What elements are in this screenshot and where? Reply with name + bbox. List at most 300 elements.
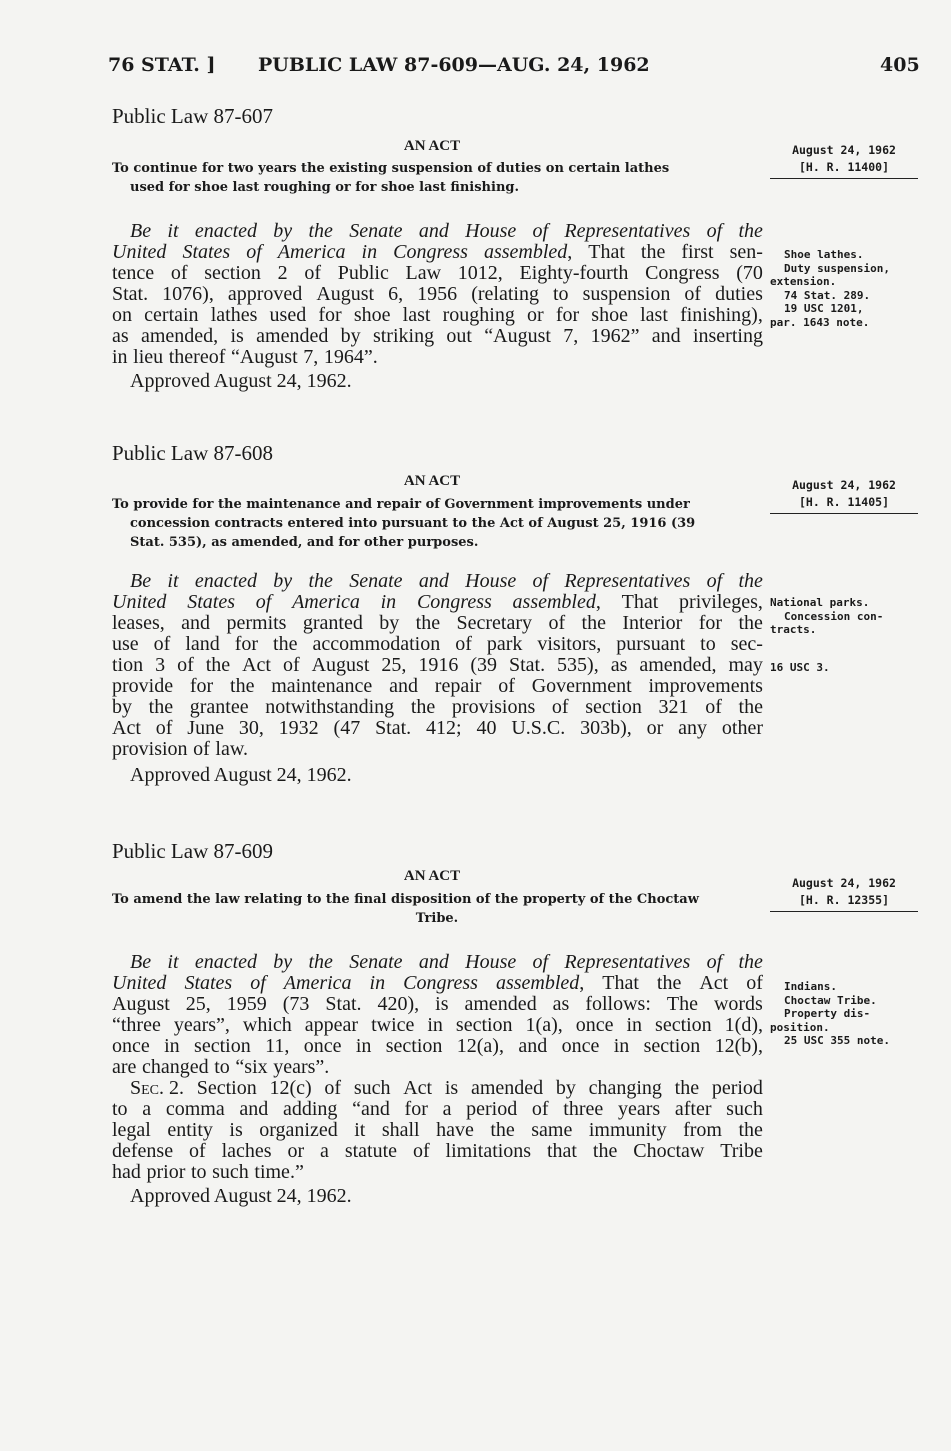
page-number: 405 xyxy=(880,54,920,76)
word: “August xyxy=(484,325,551,347)
word: limitations xyxy=(445,1140,532,1162)
body-line xyxy=(112,1057,763,1078)
word: the xyxy=(273,633,298,655)
word: of xyxy=(304,262,321,284)
word: approved xyxy=(227,283,303,305)
word: the xyxy=(674,1077,700,1099)
word: of xyxy=(246,241,262,263)
word: such xyxy=(353,1077,391,1099)
word: for xyxy=(189,675,214,697)
body-line xyxy=(112,1099,763,1120)
header-volume: 76 STAT. ] xyxy=(108,54,216,76)
word: 1956 xyxy=(417,283,458,305)
word: after xyxy=(674,1098,712,1120)
word: provisions xyxy=(451,696,536,718)
word: park xyxy=(486,633,523,655)
word: section xyxy=(455,1014,513,1036)
word: amended xyxy=(256,325,329,347)
word: duties xyxy=(715,283,763,305)
word: a xyxy=(142,1098,152,1120)
body-line xyxy=(112,347,763,368)
word: amended xyxy=(464,993,537,1015)
act-title xyxy=(112,495,762,552)
body-line xyxy=(112,263,763,284)
word: and xyxy=(518,1035,548,1057)
word: in xyxy=(355,1035,372,1057)
word: the xyxy=(738,1119,763,1141)
word: tion xyxy=(112,654,144,676)
margin-note: Shoe lathes. xyxy=(784,248,864,261)
word: and xyxy=(418,570,449,592)
word: of xyxy=(193,738,210,760)
word: of xyxy=(548,612,566,634)
law-name: Public Law 87-607 xyxy=(112,104,273,128)
word: “August xyxy=(230,346,298,368)
word: of xyxy=(177,654,194,676)
body-line xyxy=(112,1141,763,1162)
margin-notes xyxy=(770,980,918,1048)
word: section xyxy=(385,1035,443,1057)
word: assembled, xyxy=(483,241,573,263)
word: in xyxy=(361,241,378,263)
body-line xyxy=(112,221,763,242)
title-line: Stat. 535), as amended, and for other purposes. xyxy=(130,535,479,550)
word: the xyxy=(205,654,231,676)
margin-note: position. xyxy=(770,1020,830,1034)
margin-notes xyxy=(770,248,918,329)
word: or xyxy=(287,1140,305,1162)
word: House xyxy=(465,220,517,242)
word: striking xyxy=(372,325,435,347)
word: 11, xyxy=(265,1035,290,1057)
word: Act xyxy=(242,654,271,676)
word: the xyxy=(308,570,333,592)
word: it xyxy=(167,220,179,242)
word: sen- xyxy=(729,241,763,263)
word: of xyxy=(282,654,300,676)
word: a xyxy=(442,1098,452,1120)
margin-note: 74 Stat. 289. xyxy=(784,288,871,302)
word: 1012, xyxy=(457,262,503,284)
word: Stat. xyxy=(112,283,149,305)
word: the xyxy=(581,612,606,634)
body-line xyxy=(112,1162,763,1183)
act-title xyxy=(112,890,762,928)
word: visitors, xyxy=(537,633,602,655)
word: changing xyxy=(588,1077,662,1099)
word: to xyxy=(112,1098,128,1120)
word: defense xyxy=(112,1140,174,1162)
word: (relating xyxy=(471,283,539,305)
margin-note: Indians. xyxy=(784,980,837,993)
word: for xyxy=(318,304,342,326)
word: Stat. xyxy=(508,654,546,676)
margin-note: 19 USC 1201, xyxy=(784,302,864,315)
word: tence xyxy=(112,262,155,284)
word: shoe xyxy=(591,304,628,326)
word: from xyxy=(683,1119,722,1141)
word: That xyxy=(602,972,639,994)
word: period xyxy=(711,1077,763,1099)
word: by xyxy=(273,951,293,973)
word: enacted xyxy=(194,570,257,592)
word: last xyxy=(402,304,431,326)
body-line xyxy=(112,1078,763,1099)
word: of xyxy=(551,696,569,718)
word: and xyxy=(239,1098,269,1120)
body-line xyxy=(112,242,763,263)
margin-date-bill xyxy=(770,477,918,514)
word: certain xyxy=(144,304,199,326)
word: 12(c) xyxy=(269,1077,312,1099)
word: amended xyxy=(470,1077,544,1099)
word: of xyxy=(531,1098,549,1120)
title-line: used for shoe last roughing or for shoe last finishing. xyxy=(130,180,520,195)
word: in xyxy=(626,1014,643,1036)
word: of xyxy=(412,1140,430,1162)
word: “three xyxy=(112,1014,161,1036)
word: improvements xyxy=(648,675,763,697)
word: 25, xyxy=(381,654,407,676)
word: of xyxy=(153,633,171,655)
word: of xyxy=(706,951,723,973)
word: August xyxy=(311,654,370,676)
body-line xyxy=(112,1120,763,1141)
word: years xyxy=(617,1098,661,1120)
law-name: Public Law 87-608 xyxy=(112,441,273,465)
word: 30, xyxy=(238,717,264,739)
word: any xyxy=(678,717,708,739)
margin-note: Duty suspension, xyxy=(784,261,890,275)
word: of xyxy=(455,633,472,655)
margin-note: Choctaw Tribe. xyxy=(784,993,877,1007)
word: amended, xyxy=(639,654,717,676)
word: Stat. xyxy=(325,993,362,1015)
word: section xyxy=(585,696,642,718)
word: Representatives xyxy=(564,570,691,592)
word: That xyxy=(621,591,659,613)
word: prior xyxy=(146,1161,186,1183)
word: provision xyxy=(112,738,188,760)
body-line xyxy=(112,676,763,697)
word: of xyxy=(155,717,173,739)
body-line xyxy=(112,697,763,718)
title-line: To provide for the maintenance and repair of Government improvements under xyxy=(112,497,690,512)
word: that xyxy=(547,1140,577,1162)
body-line xyxy=(112,994,763,1015)
margin-date: August 24, 1962 xyxy=(792,478,896,492)
word: sec- xyxy=(730,633,763,655)
word: legal xyxy=(112,1119,151,1141)
word: the xyxy=(656,972,682,994)
margin-note: tracts. xyxy=(770,623,817,636)
word: maintenance xyxy=(271,675,373,697)
word: for xyxy=(698,612,723,634)
word: the xyxy=(738,612,763,634)
word: House xyxy=(465,951,517,973)
act-body xyxy=(112,571,763,760)
word: three xyxy=(563,1098,604,1120)
word: 2 xyxy=(277,262,288,284)
word: to xyxy=(214,1056,230,1078)
word: Be xyxy=(130,951,152,973)
word: notwithstanding xyxy=(265,696,395,718)
word: Congress xyxy=(416,591,492,613)
word: States xyxy=(184,972,233,994)
word: Section xyxy=(196,1077,257,1099)
body-line xyxy=(112,1015,763,1036)
word: 7, xyxy=(303,346,319,368)
word: by xyxy=(273,570,293,592)
act-body xyxy=(112,952,763,1183)
word: or xyxy=(646,717,664,739)
word: House xyxy=(465,570,517,592)
word: of xyxy=(188,1140,206,1162)
word: roughing xyxy=(442,304,515,326)
word: other xyxy=(721,717,763,739)
margin-note xyxy=(770,637,918,649)
word: United xyxy=(112,972,167,994)
word: amended, xyxy=(140,325,219,347)
word: 1(d), xyxy=(724,1014,763,1036)
word: (47 xyxy=(333,717,361,739)
word: Public xyxy=(337,262,389,284)
margin-notes xyxy=(770,596,918,674)
word: is xyxy=(435,993,449,1015)
word: as xyxy=(610,654,628,676)
word: United xyxy=(112,591,167,613)
word: comma xyxy=(165,1098,225,1120)
body-line xyxy=(112,1036,763,1057)
word: Congress xyxy=(403,972,478,994)
word: it xyxy=(167,570,179,592)
word: the xyxy=(410,696,436,718)
italic-word: assembled xyxy=(495,972,580,994)
word: of xyxy=(532,570,549,592)
word: assembled, xyxy=(512,591,601,613)
word: by xyxy=(379,612,400,634)
body-line xyxy=(112,613,763,634)
word: the xyxy=(148,696,174,718)
word: by xyxy=(112,696,132,718)
word: changed xyxy=(142,1056,209,1078)
word: finishing), xyxy=(680,304,763,326)
word: Act xyxy=(403,1077,433,1099)
margin-date-bill xyxy=(770,142,918,179)
word: the xyxy=(640,241,666,263)
word: (39 xyxy=(470,654,497,676)
word: to xyxy=(552,283,569,305)
word: first xyxy=(681,241,714,263)
word: land xyxy=(185,633,220,655)
word: 1932 xyxy=(278,717,319,739)
word: Tribe xyxy=(720,1140,763,1162)
word: for xyxy=(555,304,580,326)
word: as xyxy=(112,325,129,347)
word: (73 xyxy=(282,993,310,1015)
word: and xyxy=(418,951,449,973)
word: Act xyxy=(699,972,729,994)
word: adding xyxy=(282,1098,338,1120)
word: of xyxy=(532,220,549,242)
word: The xyxy=(666,993,698,1015)
word: June xyxy=(187,717,224,739)
word: grantee xyxy=(189,696,249,718)
word: Congress xyxy=(645,262,720,284)
word: it xyxy=(354,1119,366,1141)
word: section xyxy=(655,1014,712,1036)
margin-bill-number: [H. R. 11405] xyxy=(798,495,889,509)
word: have xyxy=(436,1119,474,1141)
word: 6, xyxy=(388,283,404,305)
word: for xyxy=(404,1098,428,1120)
body-line xyxy=(112,326,763,347)
approved-line: Approved August 24, 1962. xyxy=(130,370,352,392)
word: shall xyxy=(381,1119,420,1141)
margin-bill-number: [H. R. 11400] xyxy=(798,160,889,174)
word: shoe xyxy=(353,304,391,326)
word: words xyxy=(713,993,763,1015)
word: permits xyxy=(226,612,287,634)
margin-note: Concession con- xyxy=(784,609,884,623)
body-line xyxy=(112,739,763,760)
word: States xyxy=(182,241,231,263)
word: That xyxy=(588,241,625,263)
word: provide xyxy=(112,675,174,697)
word: the xyxy=(738,951,763,973)
word: entity xyxy=(167,1119,213,1141)
word: 40 xyxy=(476,717,497,739)
word: 1076), xyxy=(162,283,214,305)
word: and xyxy=(418,220,449,242)
word: of xyxy=(684,283,702,305)
word: Interior xyxy=(622,612,683,634)
word: by xyxy=(340,325,361,347)
an-act-heading: AN ACT xyxy=(403,473,461,489)
word: which xyxy=(242,1014,292,1036)
word: 12(a), xyxy=(456,1035,504,1057)
word: used xyxy=(269,304,307,326)
word: America xyxy=(292,591,360,613)
word: the xyxy=(490,1119,515,1141)
word: Government xyxy=(531,675,632,697)
word: immunity xyxy=(588,1119,667,1141)
act-body xyxy=(112,221,763,368)
word: and xyxy=(181,612,211,634)
word: years”. xyxy=(273,1056,330,1078)
word: in xyxy=(112,346,128,368)
word: lieu xyxy=(133,346,164,368)
margin-date-bill xyxy=(770,875,918,912)
word: thereof xyxy=(168,346,226,368)
word: is xyxy=(229,1119,243,1141)
word: inserting xyxy=(692,325,763,347)
word: appear xyxy=(304,1014,359,1036)
act-title xyxy=(112,159,762,197)
word: for xyxy=(234,633,259,655)
word: such xyxy=(726,1098,763,1120)
header-title: PUBLIC LAW 87-609—AUG. 24, 1962 xyxy=(258,54,650,76)
title-line: To continue for two years the existing suspension of duties on certain lathes xyxy=(112,161,670,176)
margin-date: August 24, 1962 xyxy=(792,143,896,157)
word: 7, xyxy=(563,325,579,347)
margin-note: par. 1643 note. xyxy=(770,315,870,329)
word: 303b), xyxy=(580,717,632,739)
title-line: Tribe. xyxy=(415,911,459,926)
word: “six xyxy=(235,1056,268,1078)
word: in xyxy=(380,591,397,613)
body-line xyxy=(112,634,763,655)
word: by xyxy=(555,1077,576,1099)
word: and xyxy=(389,675,418,697)
word: leases, xyxy=(112,612,165,634)
word: laches xyxy=(221,1140,272,1162)
word: of xyxy=(746,972,763,994)
word: is xyxy=(230,325,244,347)
word: States xyxy=(187,591,235,613)
italic-word: assembled xyxy=(512,591,596,613)
margin-note: 25 USC 355 note. xyxy=(784,1034,890,1047)
word: once xyxy=(303,1035,342,1057)
word: once xyxy=(575,1014,614,1036)
word: 1962” xyxy=(590,325,640,347)
word: United xyxy=(112,241,167,263)
word: August xyxy=(112,993,170,1015)
word: of xyxy=(705,696,722,718)
word: in xyxy=(427,1014,443,1036)
section-label: Sec. 2. xyxy=(130,1077,185,1099)
word: the xyxy=(230,675,255,697)
word: in xyxy=(369,972,386,994)
word: August xyxy=(316,283,375,305)
word: Be xyxy=(130,570,152,592)
an-act-heading: AN ACT xyxy=(403,138,461,154)
law-name: Public Law 87-609 xyxy=(112,839,273,863)
word: the xyxy=(308,220,333,242)
body-line xyxy=(112,973,763,994)
word: a xyxy=(320,1140,329,1162)
margin-date: August 24, 1962 xyxy=(792,876,896,890)
word: the xyxy=(738,696,763,718)
word: America xyxy=(283,972,352,994)
body-line xyxy=(112,571,763,592)
body-line xyxy=(112,592,763,613)
word: statute xyxy=(344,1140,398,1162)
word: of xyxy=(250,972,266,994)
word: or xyxy=(526,304,544,326)
word: America xyxy=(277,241,346,263)
body-line xyxy=(112,284,763,305)
word: section xyxy=(194,1035,251,1057)
word: Senate xyxy=(349,570,403,592)
word: section xyxy=(204,262,261,284)
word: as xyxy=(552,993,570,1015)
body-line xyxy=(112,655,763,676)
word: Stat. xyxy=(375,717,412,739)
title-line: concession contracts entered into pursuant to the Act of August 25, 1916 (39 xyxy=(130,516,696,531)
approved-line: Approved August 24, 1962. xyxy=(130,1185,352,1207)
word: years”, xyxy=(173,1014,230,1036)
word: had xyxy=(112,1161,141,1183)
body-line xyxy=(112,952,763,973)
margin-note: 16 USC 3. xyxy=(770,660,830,674)
word: suspension xyxy=(582,283,671,305)
word: granted xyxy=(302,612,363,634)
word: privileges, xyxy=(679,591,763,613)
word: Law xyxy=(405,262,442,284)
word: 1959 xyxy=(226,993,267,1015)
word: of xyxy=(170,262,188,284)
